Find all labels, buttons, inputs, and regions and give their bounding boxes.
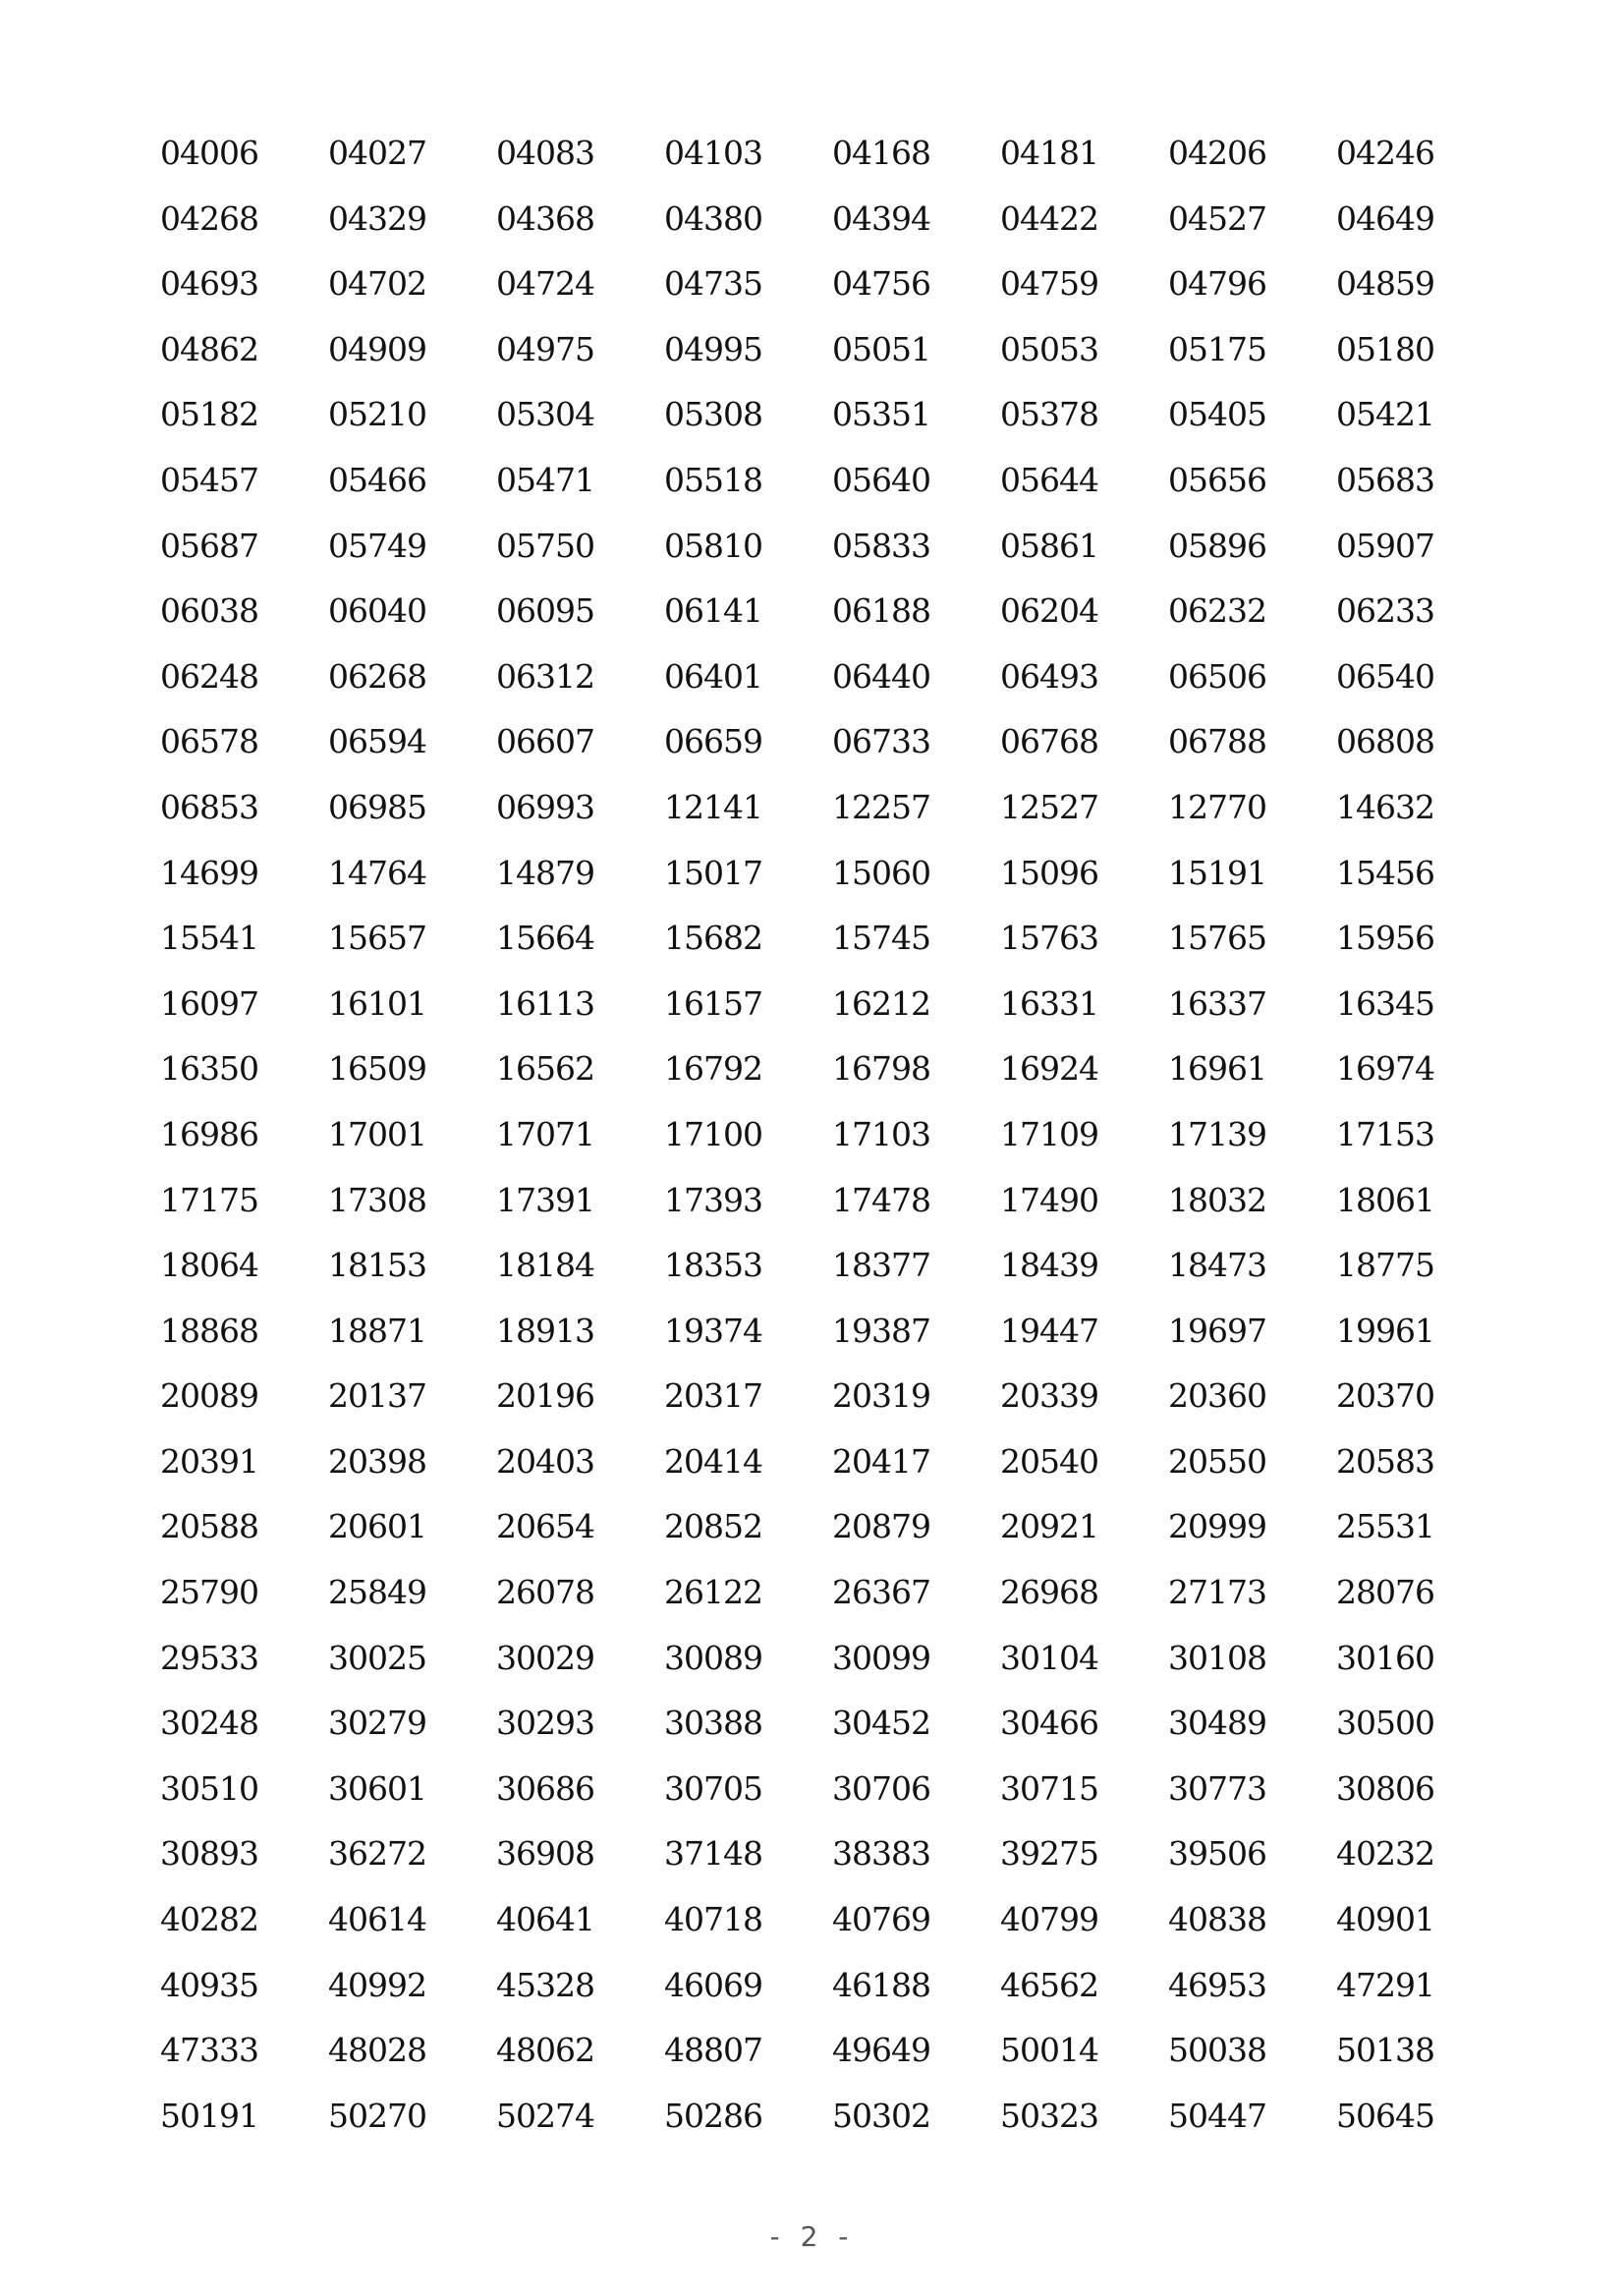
number-cell: 18439 — [1000, 1246, 1098, 1285]
number-cell: 26078 — [496, 1573, 594, 1612]
number-cell: 37148 — [664, 1834, 762, 1874]
number-cell: 12141 — [664, 787, 762, 826]
number-cell: 04329 — [328, 198, 426, 238]
number-cell: 40232 — [1336, 1834, 1434, 1874]
number-cell: 18153 — [328, 1246, 426, 1285]
number-cell: 40901 — [1336, 1900, 1434, 1939]
number-cell: 40799 — [1000, 1900, 1098, 1939]
number-cell: 18184 — [496, 1246, 594, 1285]
number-cell: 04649 — [1336, 198, 1434, 238]
number-cell: 50302 — [832, 2096, 930, 2135]
number-cell: 20370 — [1336, 1376, 1434, 1416]
number-cell: 30705 — [664, 1768, 762, 1808]
number-row — [160, 914, 1437, 980]
number-cell: 27173 — [1168, 1573, 1266, 1612]
number-cell: 06506 — [1168, 656, 1266, 696]
number-cell: 30489 — [1168, 1704, 1266, 1743]
number-cell: 15191 — [1168, 853, 1266, 892]
number-row — [160, 652, 1437, 718]
number-cell: 20417 — [832, 1441, 930, 1481]
number-cell: 20601 — [328, 1507, 426, 1546]
number-cell: 04083 — [496, 134, 594, 172]
number-cell: 50014 — [1000, 2031, 1098, 2070]
number-row — [160, 587, 1437, 652]
number-cell: 14764 — [328, 853, 426, 892]
number-cell: 50274 — [496, 2096, 594, 2135]
number-cell: 05518 — [664, 460, 762, 499]
number-cell: 05683 — [1336, 460, 1434, 499]
number-row — [160, 2092, 1437, 2157]
number-cell: 04380 — [664, 198, 762, 238]
number-cell: 18871 — [328, 1311, 426, 1350]
number-cell: 14632 — [1336, 787, 1434, 826]
number-cell: 30029 — [496, 1638, 594, 1677]
number-cell: 16350 — [160, 1049, 258, 1089]
number-cell: 14699 — [160, 853, 258, 892]
number-row — [160, 1307, 1437, 1372]
number-row — [160, 1895, 1437, 1961]
number-cell: 04027 — [328, 134, 426, 172]
number-cell: 05175 — [1168, 329, 1266, 368]
number-cell: 14879 — [496, 853, 594, 892]
number-row — [160, 522, 1437, 588]
number-row — [160, 1699, 1437, 1764]
number-cell: 15657 — [328, 919, 426, 958]
number-cell: 05304 — [496, 395, 594, 434]
number-cell: 15456 — [1336, 853, 1434, 892]
number-row — [160, 2026, 1437, 2092]
number-cell: 05644 — [1000, 460, 1098, 499]
number-cell: 30715 — [1000, 1768, 1098, 1808]
number-cell: 06401 — [664, 656, 762, 696]
number-cell: 30601 — [328, 1768, 426, 1808]
number-cell: 04702 — [328, 264, 426, 304]
number-cell: 04527 — [1168, 198, 1266, 238]
number-cell: 20319 — [832, 1376, 930, 1416]
number-cell: 05833 — [832, 526, 930, 565]
number-row — [160, 1110, 1437, 1176]
number-cell: 18353 — [664, 1246, 762, 1285]
number-cell: 40614 — [328, 1900, 426, 1939]
number-cell: 05640 — [832, 460, 930, 499]
number-cell: 04975 — [496, 329, 594, 368]
number-cell: 20391 — [160, 1441, 258, 1481]
number-cell: 04859 — [1336, 264, 1434, 304]
number-cell: 30108 — [1168, 1638, 1266, 1677]
number-row — [160, 195, 1437, 260]
number-cell: 06594 — [328, 722, 426, 761]
number-cell: 15682 — [664, 919, 762, 958]
number-cell: 16509 — [328, 1049, 426, 1089]
number-cell: 36908 — [496, 1834, 594, 1874]
number-cell: 30160 — [1336, 1638, 1434, 1677]
number-cell: 30893 — [160, 1834, 258, 1874]
number-cell: 25790 — [160, 1573, 258, 1612]
number-cell: 18064 — [160, 1246, 258, 1285]
number-row — [160, 717, 1437, 783]
number-cell: 30773 — [1168, 1768, 1266, 1808]
number-row — [160, 1241, 1437, 1307]
number-cell: 04181 — [1000, 134, 1098, 172]
number-cell: 19374 — [664, 1311, 762, 1350]
number-cell: 16798 — [832, 1049, 930, 1089]
number-cell: 05471 — [496, 460, 594, 499]
number-cell: 15745 — [832, 919, 930, 958]
number-cell: 04759 — [1000, 264, 1098, 304]
number-cell: 06659 — [664, 722, 762, 761]
number-cell: 16113 — [496, 983, 594, 1023]
number-cell: 50286 — [664, 2096, 762, 2135]
number-cell: 06268 — [328, 656, 426, 696]
number-cell: 17071 — [496, 1114, 594, 1153]
number-cell: 05810 — [664, 526, 762, 565]
number-cell: 40992 — [328, 1965, 426, 2004]
number-cell: 30099 — [832, 1638, 930, 1677]
number-cell: 50447 — [1168, 2096, 1266, 2135]
number-cell: 20414 — [664, 1441, 762, 1481]
number-cell: 19961 — [1336, 1311, 1434, 1350]
number-cell: 05053 — [1000, 329, 1098, 368]
number-cell: 17153 — [1336, 1114, 1434, 1153]
number-cell: 05210 — [328, 395, 426, 434]
number-cell: 06493 — [1000, 656, 1098, 696]
number-cell: 06095 — [496, 591, 594, 631]
number-cell: 18868 — [160, 1311, 258, 1350]
number-cell: 16101 — [328, 983, 426, 1023]
number-cell: 30279 — [328, 1704, 426, 1743]
number-cell: 47291 — [1336, 1965, 1434, 2004]
number-cell: 20339 — [1000, 1376, 1098, 1416]
number-cell: 05182 — [160, 395, 258, 434]
number-row — [160, 129, 1437, 195]
number-row — [160, 1961, 1437, 2027]
number-cell: 30293 — [496, 1704, 594, 1743]
number-cell: 15017 — [664, 853, 762, 892]
number-cell: 50191 — [160, 2096, 258, 2135]
number-cell: 04206 — [1168, 134, 1266, 172]
number-cell: 28076 — [1336, 1573, 1434, 1612]
number-cell: 06985 — [328, 787, 426, 826]
number-cell: 20403 — [496, 1441, 594, 1481]
number-cell: 18377 — [832, 1246, 930, 1285]
number-cell: 04796 — [1168, 264, 1266, 304]
number-cell: 05750 — [496, 526, 594, 565]
number-cell: 12770 — [1168, 787, 1266, 826]
number-row — [160, 849, 1437, 915]
number-cell: 30500 — [1336, 1704, 1434, 1743]
number-cell: 05457 — [160, 460, 258, 499]
number-cell: 20852 — [664, 1507, 762, 1546]
number-cell: 04246 — [1336, 134, 1434, 172]
number-cell: 18913 — [496, 1311, 594, 1350]
number-cell: 20583 — [1336, 1441, 1434, 1481]
number-cell: 40718 — [664, 1900, 762, 1939]
number-cell: 05466 — [328, 460, 426, 499]
number-cell: 04006 — [160, 134, 258, 172]
number-cell: 15765 — [1168, 919, 1266, 958]
number-cell: 05378 — [1000, 395, 1098, 434]
number-cell: 46188 — [832, 1965, 930, 2004]
number-cell: 06188 — [832, 591, 930, 631]
number-cell: 47333 — [160, 2031, 258, 2070]
number-cell: 06232 — [1168, 591, 1266, 631]
number-cell: 20654 — [496, 1507, 594, 1546]
number-cell: 17478 — [832, 1180, 930, 1219]
number-cell: 04368 — [496, 198, 594, 238]
number-cell: 06038 — [160, 591, 258, 631]
number-cell: 19447 — [1000, 1311, 1098, 1350]
number-cell: 15541 — [160, 919, 258, 958]
number-cell: 06312 — [496, 656, 594, 696]
number-cell: 05308 — [664, 395, 762, 434]
number-cell: 20921 — [1000, 1507, 1098, 1546]
number-row — [160, 1764, 1437, 1830]
number-cell: 05749 — [328, 526, 426, 565]
number-cell: 48807 — [664, 2031, 762, 2070]
number-cell: 30089 — [664, 1638, 762, 1677]
number-cell: 04168 — [832, 134, 930, 172]
number-cell: 30388 — [664, 1704, 762, 1743]
number-cell: 50323 — [1000, 2096, 1098, 2135]
number-cell: 19387 — [832, 1311, 930, 1350]
number-cell: 40838 — [1168, 1900, 1266, 1939]
number-cell: 06578 — [160, 722, 258, 761]
number-cell: 06540 — [1336, 656, 1434, 696]
number-cell: 20137 — [328, 1376, 426, 1416]
number-cell: 16986 — [160, 1114, 258, 1153]
number-cell: 06607 — [496, 722, 594, 761]
number-row — [160, 1634, 1437, 1700]
number-cell: 30248 — [160, 1704, 258, 1743]
number-cell: 15060 — [832, 853, 930, 892]
number-cell: 05051 — [832, 329, 930, 368]
number-cell: 05896 — [1168, 526, 1266, 565]
number-cell: 04735 — [664, 264, 762, 304]
number-cell: 18473 — [1168, 1246, 1266, 1285]
number-cell: 48062 — [496, 2031, 594, 2070]
number-cell: 36272 — [328, 1834, 426, 1874]
number-cell: 04756 — [832, 264, 930, 304]
number-cell: 16974 — [1336, 1049, 1434, 1089]
number-cell: 04909 — [328, 329, 426, 368]
number-cell: 06233 — [1336, 591, 1434, 631]
number-cell: 19697 — [1168, 1311, 1266, 1350]
number-cell: 26122 — [664, 1573, 762, 1612]
number-cell: 06853 — [160, 787, 258, 826]
number-cell: 20360 — [1168, 1376, 1266, 1416]
number-cell: 17139 — [1168, 1114, 1266, 1153]
number-cell: 06733 — [832, 722, 930, 761]
number-cell: 16097 — [160, 983, 258, 1023]
number-cell: 20540 — [1000, 1441, 1098, 1481]
number-cell: 15664 — [496, 919, 594, 958]
number-row — [160, 1829, 1437, 1895]
number-cell: 50645 — [1336, 2096, 1434, 2135]
number-cell: 06808 — [1336, 722, 1434, 761]
number-cell: 29533 — [160, 1638, 258, 1677]
number-cell: 30806 — [1336, 1768, 1434, 1808]
number-cell: 46069 — [664, 1965, 762, 2004]
number-cell: 26968 — [1000, 1573, 1098, 1612]
number-cell: 04268 — [160, 198, 258, 238]
number-cell: 16157 — [664, 983, 762, 1023]
number-cell: 50038 — [1168, 2031, 1266, 2070]
number-row — [160, 980, 1437, 1045]
number-cell: 04422 — [1000, 198, 1098, 238]
number-cell: 17100 — [664, 1114, 762, 1153]
number-row — [160, 1502, 1437, 1568]
number-row — [160, 1176, 1437, 1242]
number-cell: 04862 — [160, 329, 258, 368]
number-cell: 50138 — [1336, 2031, 1434, 2070]
number-cell: 05656 — [1168, 460, 1266, 499]
number-cell: 46953 — [1168, 1965, 1266, 2004]
number-row — [160, 456, 1437, 522]
number-cell: 30510 — [160, 1768, 258, 1808]
number-cell: 49649 — [832, 2031, 930, 2070]
number-cell: 05687 — [160, 526, 258, 565]
number-cell: 15956 — [1336, 919, 1434, 958]
number-cell: 40769 — [832, 1900, 930, 1939]
number-cell: 25531 — [1336, 1507, 1434, 1546]
number-cell: 06204 — [1000, 591, 1098, 631]
number-cell: 20879 — [832, 1507, 930, 1546]
number-cell: 30104 — [1000, 1638, 1098, 1677]
number-cell: 05180 — [1336, 329, 1434, 368]
number-cell: 40935 — [160, 1965, 258, 2004]
number-cell: 05421 — [1336, 395, 1434, 434]
number-cell: 18775 — [1336, 1246, 1434, 1285]
number-cell: 16345 — [1336, 983, 1434, 1023]
number-cell: 16562 — [496, 1049, 594, 1089]
number-cell: 39506 — [1168, 1834, 1266, 1874]
number-cell: 40282 — [160, 1900, 258, 1939]
number-cell: 17175 — [160, 1180, 258, 1219]
number-cell: 20196 — [496, 1376, 594, 1416]
number-row — [160, 783, 1437, 849]
number-cell: 30706 — [832, 1768, 930, 1808]
number-cell: 30025 — [328, 1638, 426, 1677]
number-cell: 06768 — [1000, 722, 1098, 761]
number-cell: 16331 — [1000, 983, 1098, 1023]
page-number: - 2 - — [769, 2220, 855, 2253]
number-cell: 05861 — [1000, 526, 1098, 565]
number-cell: 20550 — [1168, 1441, 1266, 1481]
number-cell: 15096 — [1000, 853, 1098, 892]
number-cell: 06788 — [1168, 722, 1266, 761]
number-cell: 25849 — [328, 1573, 426, 1612]
number-cell: 06040 — [328, 591, 426, 631]
number-cell: 17001 — [328, 1114, 426, 1153]
number-row — [160, 1437, 1437, 1503]
number-cell: 17103 — [832, 1114, 930, 1153]
number-cell: 40641 — [496, 1900, 594, 1939]
number-row — [160, 1568, 1437, 1634]
number-cell: 06141 — [664, 591, 762, 631]
number-cell: 17308 — [328, 1180, 426, 1219]
number-cell: 38383 — [832, 1834, 930, 1874]
number-cell: 04693 — [160, 264, 258, 304]
number-cell: 04995 — [664, 329, 762, 368]
number-cell: 04394 — [832, 198, 930, 238]
number-cell: 45328 — [496, 1965, 594, 2004]
number-cell: 15763 — [1000, 919, 1098, 958]
number-cell: 26367 — [832, 1573, 930, 1612]
number-cell: 16212 — [832, 983, 930, 1023]
number-cell: 05405 — [1168, 395, 1266, 434]
number-cell: 16924 — [1000, 1049, 1098, 1089]
number-cell: 18061 — [1336, 1180, 1434, 1219]
number-cell: 50270 — [328, 2096, 426, 2135]
number-cell: 30452 — [832, 1704, 930, 1743]
number-cell: 17393 — [664, 1180, 762, 1219]
number-grid — [160, 129, 1437, 2156]
number-row — [160, 1044, 1437, 1110]
number-row — [160, 1372, 1437, 1437]
number-cell: 16792 — [664, 1049, 762, 1089]
number-cell: 30686 — [496, 1768, 594, 1808]
number-cell: 17490 — [1000, 1180, 1098, 1219]
number-row — [160, 259, 1437, 325]
number-cell: 46562 — [1000, 1965, 1098, 2004]
number-row — [160, 325, 1437, 391]
number-cell: 48028 — [328, 2031, 426, 2070]
number-cell: 20398 — [328, 1441, 426, 1481]
number-row — [160, 390, 1437, 456]
number-cell: 16337 — [1168, 983, 1266, 1023]
number-cell: 05907 — [1336, 526, 1434, 565]
number-cell: 18032 — [1168, 1180, 1266, 1219]
number-cell: 17391 — [496, 1180, 594, 1219]
number-cell: 20588 — [160, 1507, 258, 1546]
number-cell: 12527 — [1000, 787, 1098, 826]
number-cell: 16961 — [1168, 1049, 1266, 1089]
number-cell: 06440 — [832, 656, 930, 696]
number-cell: 06993 — [496, 787, 594, 826]
number-cell: 05351 — [832, 395, 930, 434]
number-cell: 12257 — [832, 787, 930, 826]
number-cell: 39275 — [1000, 1834, 1098, 1874]
number-cell: 17109 — [1000, 1114, 1098, 1153]
number-cell: 20317 — [664, 1376, 762, 1416]
number-cell: 30466 — [1000, 1704, 1098, 1743]
number-cell: 04724 — [496, 264, 594, 304]
number-cell: 20999 — [1168, 1507, 1266, 1546]
number-cell: 04103 — [664, 134, 762, 172]
number-cell: 06248 — [160, 656, 258, 696]
number-cell: 20089 — [160, 1376, 258, 1416]
